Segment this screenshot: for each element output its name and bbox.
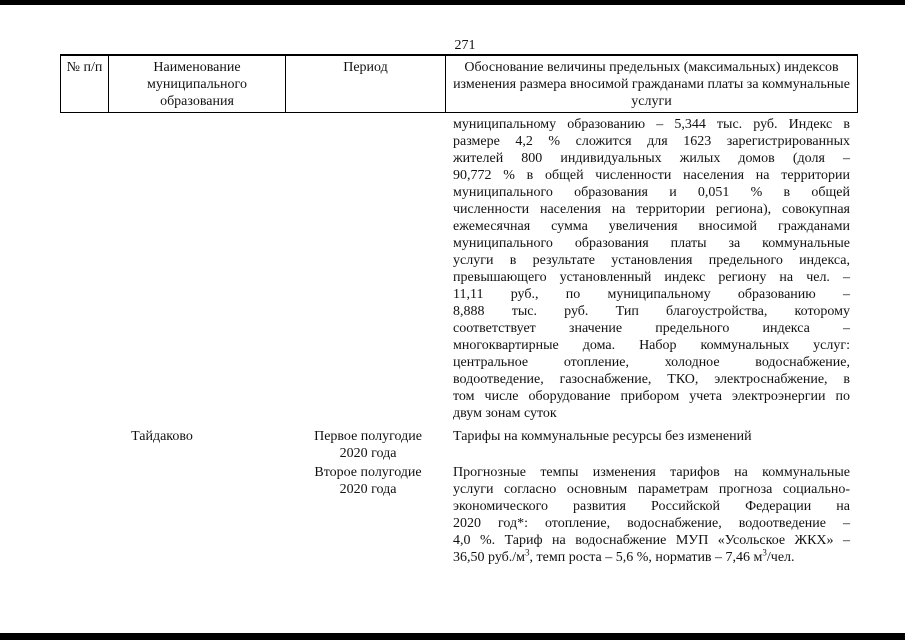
text-line: жителей 800 индивидуальных жилых домов (доля – <box>453 151 850 166</box>
header-justification: Обоснование величины предельных (максимальных) индексов изменения размера вносимой гражданами платы за коммунальные услуги <box>446 55 858 113</box>
table-header <box>60 54 858 113</box>
period-second-half: Второе полугодие 2020 года <box>314 465 422 497</box>
text-line: 4,0 %. Тариф на водоснабжение МУП «Усольское ЖКХ» – <box>453 533 850 548</box>
text-line: Прогнозные темпы изменения тарифов на коммунальные <box>453 465 850 480</box>
text-line: 2020 год*: отопление, водоснабжение, водоотведение – <box>453 516 850 531</box>
text-line: муниципальному образованию – 5,344 тыс. руб. Индекс в <box>453 117 850 132</box>
text-line: 8,888 тыс. руб. Тип благоустройства, которому <box>453 304 850 319</box>
text-line: многоквартирные дома. Набор коммунальных услуг: <box>453 338 850 353</box>
bottom-border <box>0 633 905 640</box>
text-line: экономического развития Российской Федерации на <box>453 499 850 514</box>
tariffs-unchanged-text: Тарифы на коммунальные ресурсы без изменений <box>453 429 752 444</box>
justification-continuation <box>453 116 850 422</box>
forecast-justification <box>453 464 850 566</box>
top-border <box>0 0 905 5</box>
page-number: 271 <box>454 38 476 53</box>
header-period: Период <box>286 55 446 113</box>
text-line: центральное отопление, холодное водоснабжение, <box>453 355 850 370</box>
period-first-half: Первое полугодие 2020 года <box>314 429 422 461</box>
text-line: 36,50 $руб./м^3$, темп роста – 5,6 %, норматив – 7,46 $м^3$/чел. <box>453 547 795 565</box>
text-line: размере 4,2 % сложится для 1623 зарегистрированных <box>453 134 850 149</box>
text-line: превышающего установленный индекс региону на чел. – <box>453 270 850 285</box>
text-line: услуги в результате установления предельного индекса, <box>453 253 850 268</box>
text-line: муниципального образования платы за коммунальные <box>453 236 850 251</box>
text-line: ежемесячная сумма увеличения вносимой гражданами <box>453 219 850 234</box>
text-line: 90,772 % в общей численности населения на территории <box>453 168 850 183</box>
text-line: том числе оборудование прибором учета электроэнергии по <box>453 389 850 404</box>
table-header-row <box>61 55 858 113</box>
text-line: услуги согласно основным параметрам прогноза социально- <box>453 482 850 497</box>
text-line: двум зонам суток <box>453 406 557 421</box>
header-number: № п/п <box>61 55 109 113</box>
municipality-name: Тайдаково <box>131 429 193 444</box>
text-line: водоотведение, газоснабжение, ТКО, электроснабжение, в <box>453 372 850 387</box>
header-municipality: Наименование муниципального образования <box>109 55 286 113</box>
text-line: численности населения на территории региона), совокупная <box>453 202 850 217</box>
text-line: 11,11 руб., по муниципальному образованию – <box>453 287 850 302</box>
text-line: муниципального образования и 0,051 % в общей <box>453 185 850 200</box>
text-line: соответствует значение предельного индекса – <box>453 321 850 336</box>
